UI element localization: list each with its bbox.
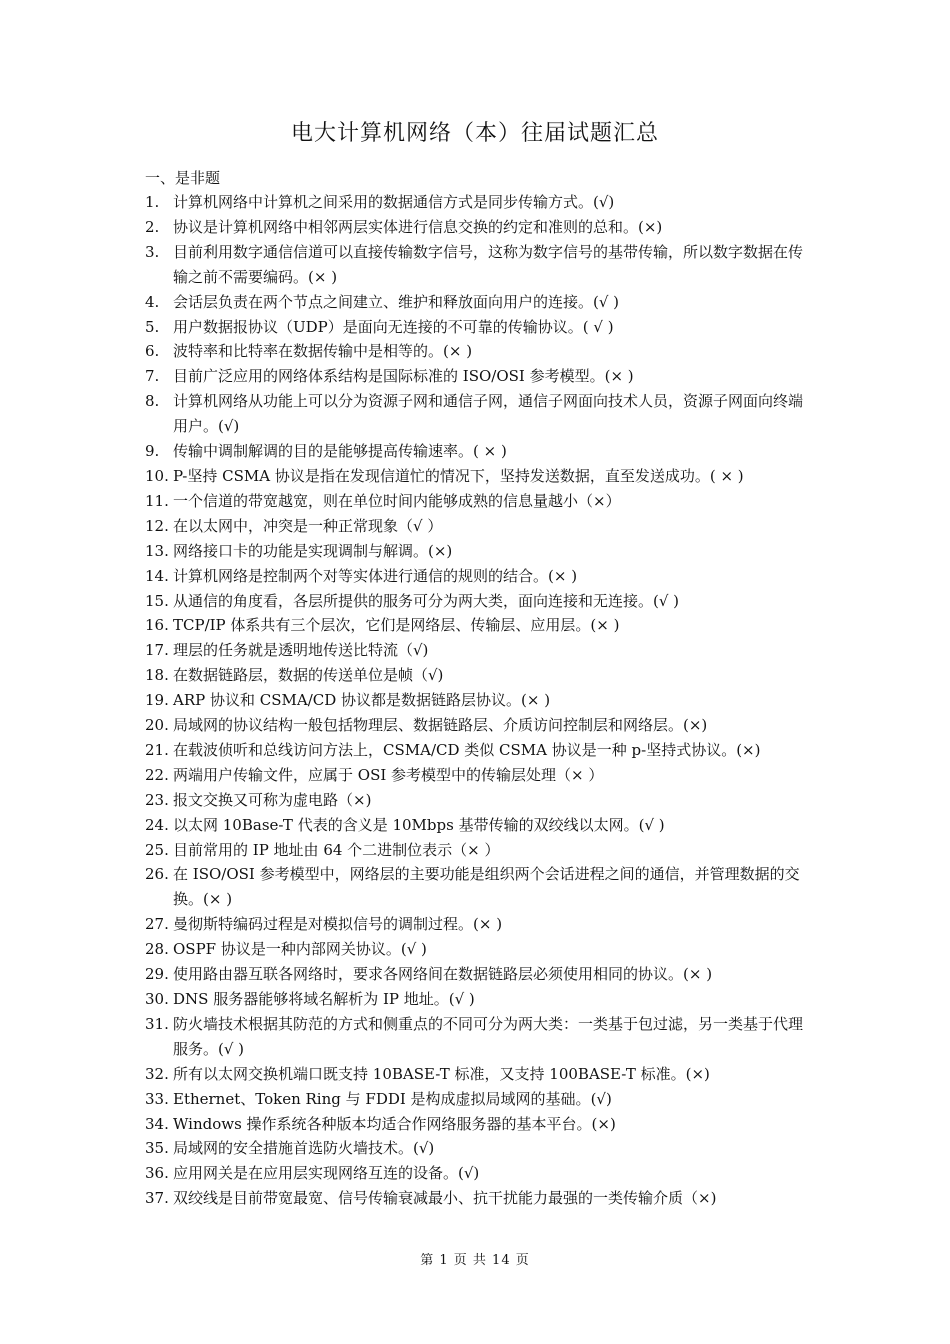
question-item [145, 838, 810, 863]
question-text: 传输中调制解调的目的是能够提高传输速率。( × ) [173, 442, 507, 461]
question-item [145, 190, 810, 215]
question-number: 9. [145, 442, 160, 461]
question-item [145, 364, 810, 389]
question-number: 1. [145, 193, 160, 211]
question-item [145, 912, 810, 937]
question-number: 22. [145, 765, 169, 784]
question-number: 14. [145, 566, 169, 585]
question-item [145, 464, 810, 489]
question-item [145, 1186, 810, 1211]
question-list [145, 190, 810, 1211]
question-item [145, 389, 810, 439]
question-number: 20. [145, 716, 169, 735]
question-text: 从通信的角度看，各层所提供的服务可分为两大类，面向连接和无连接。(√ ) [173, 591, 680, 610]
question-text: 以太网 10Base-T 代表的含义是 10Mbps 基带传输的双绞线以太网。(√ ) [173, 815, 665, 834]
question-text: DNS 服务器能够将域名解析为 IP 地址。(√ ) [173, 990, 475, 1008]
question-item [145, 514, 810, 539]
question-text: 目前利用数字通信信道可以直接传输数字信号，这称为数字信号的基带传输，所以数字数据在传输之前不需要编码。(× ) [173, 242, 804, 286]
question-number: 23. [145, 790, 169, 809]
question-text: 计算机网络是控制两个对等实体进行通信的规则的结合。(× ) [173, 566, 578, 585]
question-item [145, 763, 810, 788]
question-text: 用户数据报协议（UDP）是面向无连接的不可靠的传输协议。( √ ) [173, 317, 614, 336]
question-number: 12. [145, 516, 169, 535]
question-text: TCP/IP 体系共有三个层次，它们是网络层、传输层、应用层。(× ) [173, 616, 620, 635]
question-item [145, 613, 810, 638]
question-item [145, 240, 810, 290]
question-item [145, 862, 810, 912]
question-item [145, 1062, 810, 1087]
question-text: 局域网的安全措施首选防火墙技术。(√) [173, 1139, 435, 1158]
question-item [145, 1012, 810, 1062]
question-item [145, 489, 810, 514]
question-text: Windows 操作系统各种版本均适合作网络服务器的基本平台。(×) [173, 1114, 616, 1133]
question-text: 计算机网络中计算机之间采用的数据通信方式是同步传输方式。(√) [173, 193, 615, 211]
question-text: 会话层负责在两个节点之间建立、维护和释放面向用户的连接。(√ ) [173, 292, 620, 311]
question-item [145, 539, 810, 564]
question-text: 在载波侦听和总线访问方法上，CSMA/CD 类似 CSMA 协议是一种 p-坚持式协议。(×) [173, 740, 761, 759]
page-footer: 第 1 页 共 14 页 [420, 1253, 530, 1268]
question-item [145, 937, 810, 962]
question-item [145, 339, 810, 364]
question-number: 10. [145, 466, 169, 485]
question-number: 29. [145, 965, 169, 984]
question-number: 2. [145, 217, 160, 236]
question-number: 19. [145, 691, 169, 710]
question-text: 网络接口卡的功能是实现调制与解调。(×) [173, 541, 453, 560]
question-item [145, 987, 810, 1012]
question-item [145, 738, 810, 763]
question-text: OSPF 协议是一种内部网关协议。(√ ) [173, 940, 427, 959]
question-number: 21. [145, 740, 169, 759]
question-item [145, 315, 810, 340]
question-number: 31. [145, 1014, 169, 1033]
question-number: 37. [145, 1189, 169, 1208]
question-text: 在以太网中，冲突是一种正常现象（√ ） [173, 516, 443, 535]
question-text: Ethernet、Token Ring 与 FDDI 是构成虚拟局域网的基础。(√) [173, 1089, 612, 1108]
question-number: 33. [145, 1089, 169, 1108]
question-item [145, 564, 810, 589]
question-item [145, 439, 810, 464]
question-item [145, 962, 810, 987]
question-text: 计算机网络从功能上可以分为资源子网和通信子网，通信子网面向技术人员，资源子网面向终端用户。(√) [173, 392, 804, 436]
question-number: 11. [145, 491, 169, 510]
question-item [145, 638, 810, 663]
question-item [145, 589, 810, 614]
question-number: 15. [145, 591, 169, 610]
question-number: 17. [145, 641, 169, 660]
question-text: 曼彻斯特编码过程是对模拟信号的调制过程。(× ) [173, 915, 503, 934]
question-item [145, 290, 810, 315]
question-text: 使用路由器互联各网络时，要求各网络间在数据链路层必须使用相同的协议。(× ) [173, 965, 713, 984]
question-number: 6. [145, 342, 160, 361]
question-number: 4. [145, 292, 160, 311]
question-text: 双绞线是目前带宽最宽、信号传输衰减最小、抗干扰能力最强的一类传输介质（×) [173, 1189, 717, 1208]
question-item [145, 713, 810, 738]
question-text: 局域网的协议结构一般包括物理层、数据链路层、介质访问控制层和网络层。(×) [173, 716, 708, 735]
question-number: 3. [145, 242, 160, 261]
question-item [145, 688, 810, 713]
page-title: 电大计算机网络（本）往届试题汇总 [290, 121, 659, 146]
question-item [145, 813, 810, 838]
question-number: 27. [145, 915, 169, 934]
question-number: 7. [145, 367, 160, 386]
question-item [145, 663, 810, 688]
question-number: 32. [145, 1064, 169, 1083]
question-number: 28. [145, 940, 169, 959]
question-text: 目前常用的 IP 地址由 64 个二进制位表示（× ） [173, 840, 500, 859]
question-number: 35. [145, 1139, 169, 1158]
question-number: 16. [145, 616, 169, 635]
question-item [145, 1136, 810, 1161]
question-item [145, 788, 810, 813]
question-text: 在数据链路层，数据的传送单位是帧（√) [173, 666, 444, 685]
question-number: 5. [145, 317, 160, 336]
question-text: 目前广泛应用的网络体系结构是国际标准的 ISO/OSI 参考模型。(× ) [173, 367, 634, 386]
question-text: ARP 协议和 CSMA/CD 协议都是数据链路层协议。(× ) [173, 691, 551, 710]
question-text: 防火墙技术根据其防范的方式和侧重点的不同可分为两大类：一类基于包过滤，另一类基于代理服务。(√ ) [173, 1014, 804, 1058]
question-number: 18. [145, 666, 169, 685]
question-text: 一个信道的带宽越宽，则在单位时间内能够成熟的信息量越小（×） [173, 491, 621, 510]
question-text: 理层的任务就是透明地传送比特流（√) [173, 641, 429, 660]
question-text: P-坚持 CSMA 协议是指在发现信道忙的情况下，坚持发送数据，直至发送成功。( × ) [173, 466, 744, 485]
question-number: 25. [145, 840, 169, 859]
question-item [145, 1112, 810, 1137]
question-number: 13. [145, 541, 169, 560]
question-number: 34. [145, 1114, 169, 1133]
question-text: 在 ISO/OSI 参考模型中，网络层的主要功能是组织两个会话进程之间的通信，并管理数据的交换。(× ) [173, 865, 800, 909]
question-number: 36. [145, 1164, 169, 1183]
question-text: 报文交换又可称为虚电路（×) [173, 790, 372, 809]
question-item [145, 1087, 810, 1112]
question-number: 30. [145, 990, 169, 1008]
question-number: 24. [145, 815, 169, 834]
question-number: 8. [145, 392, 160, 411]
question-item [145, 1161, 810, 1186]
question-text: 两端用户传输文件，应属于 OSI 参考模型中的传输层处理（× ） [173, 765, 604, 784]
question-text: 所有以太网交换机端口既支持 10BASE-T 标准，又支持 100BASE-T 标准。(×) [173, 1064, 710, 1083]
question-item [145, 215, 810, 240]
question-text: 波特率和比特率在数据传输中是相等的。(× ) [173, 342, 473, 361]
question-text: 应用网关是在应用层实现网络互连的设备。(√) [173, 1164, 480, 1183]
section-heading: 一、是非题 [145, 169, 221, 187]
question-number: 26. [145, 865, 169, 884]
question-text: 协议是计算机网络中相邻两层实体进行信息交换的约定和准则的总和。(×) [173, 217, 663, 236]
